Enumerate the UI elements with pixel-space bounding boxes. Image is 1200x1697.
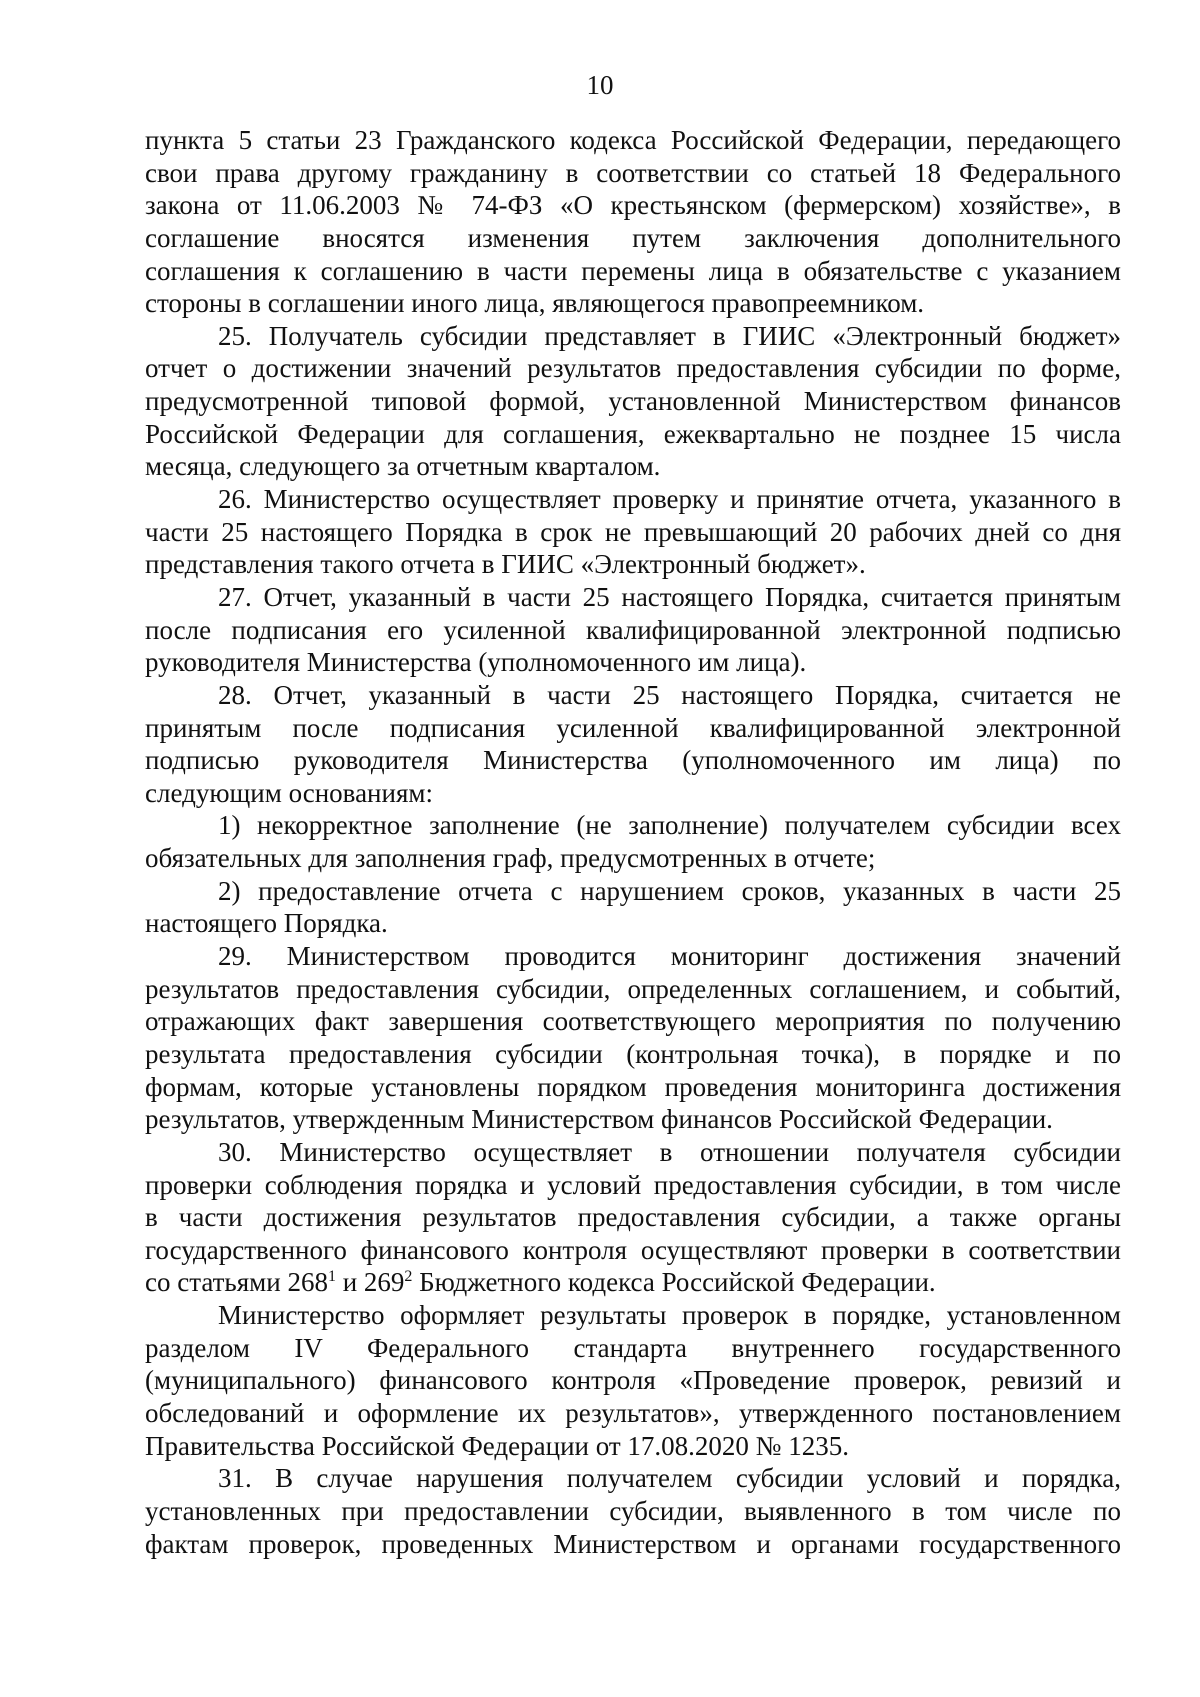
text-line-content: закона от 11.06.2003 № 74-ФЗ «О крестьянском (фермерском) хозяйстве», в	[145, 190, 1121, 221]
text-line-content: настоящего Порядка.	[145, 908, 388, 939]
text-line	[145, 842, 1121, 875]
text-line	[145, 483, 1121, 516]
text-line-content: государственного финансового контроля осуществляют проверки в соответствии	[145, 1234, 1121, 1265]
text-line	[145, 712, 1121, 745]
text-line-content: стороны в соглашении иного лица, являющегося правопреемником.	[145, 288, 925, 319]
text-line-content: пункта 5 статьи 23 Гражданского кодекса Российской Федерации, передающего	[145, 125, 1121, 155]
text-line-content: фактам проверок, проведенных Министерством и органами государственного	[145, 1528, 1121, 1559]
text-line-content: 25. Получатель субсидии представляет в ГИИС «Электронный бюджет»	[218, 320, 1121, 351]
text-line	[145, 516, 1121, 549]
text-line	[145, 875, 1121, 908]
text-line-content: (муниципального) финансового контроля «Проведение проверок, ревизий и	[145, 1365, 1121, 1396]
text-line	[145, 287, 1121, 320]
text-line	[145, 1299, 1121, 1332]
text-line-content: руководителя Министерства (уполномоченного им лица).	[145, 647, 807, 678]
text-line	[145, 940, 1121, 973]
text-line	[145, 581, 1121, 614]
text-line	[145, 418, 1121, 451]
text-line-content: 26. Министерство осуществляет проверку и принятие отчета, указанного в	[218, 484, 1121, 515]
text-line	[145, 1071, 1121, 1104]
text-line-content: отчет о достижении значений результатов предоставления субсидии по форме,	[145, 353, 1121, 384]
document-body	[145, 124, 1121, 1560]
text-line-content: свои права другому гражданину в соответствии со статьей 18 Федерального	[145, 157, 1121, 188]
text-line	[145, 1136, 1121, 1169]
text-line	[145, 1364, 1121, 1397]
text-line-content: со статьями 268	[145, 1267, 328, 1298]
text-line	[145, 1169, 1121, 1202]
text-line	[145, 320, 1121, 353]
text-line-content: после подписания его усиленной квалифицированной электронной подписью	[145, 614, 1121, 645]
text-line	[145, 1005, 1121, 1038]
text-line-content: части 25 настоящего Порядка в срок не превышающий 20 рабочих дней со дня	[145, 516, 1121, 547]
text-line	[145, 1266, 1121, 1299]
superscript: 2	[404, 1268, 413, 1286]
text-line-content: месяца, следующего за отчетным кварталом.	[145, 451, 661, 482]
page-number: 10	[586, 70, 614, 100]
text-line-content: соглашение вносятся изменения путем заключения дополнительного	[145, 222, 1121, 253]
text-line	[145, 973, 1121, 1006]
text-line	[145, 222, 1121, 255]
text-line	[145, 1201, 1121, 1234]
text-line-content: 2) предоставление отчета с нарушением сроков, указанных в части 25	[218, 875, 1121, 906]
text-line-content: формам, которые установлены порядком проведения мониторинга достижения	[145, 1071, 1121, 1102]
text-line-content: обследований и оформление их результатов», утвержденного постановлением	[145, 1397, 1121, 1428]
text-line-content: проверки соблюдения порядка и условий предоставления субсидии, в том числе	[145, 1169, 1121, 1200]
text-line	[145, 646, 1121, 679]
text-line	[145, 189, 1121, 222]
text-line-content: предусмотренной типовой формой, установленной Министерством финансов	[145, 386, 1121, 417]
text-line-content: результатов предоставления субсидии, определенных соглашением, и событий,	[145, 973, 1121, 1004]
superscript: 1	[327, 1268, 336, 1286]
text-line	[145, 1430, 1121, 1463]
text-line-content: разделом IV Федерального стандарта внутреннего государственного	[145, 1332, 1121, 1363]
text-line	[145, 907, 1121, 940]
text-line-content: отражающих факт завершения соответствующего мероприятия по получению	[145, 1006, 1121, 1037]
text-line-content: результата предоставления субсидии (контрольная точка), в порядке и по	[145, 1038, 1121, 1069]
text-line-content: 29. Министерством проводится мониторинг достижения значений	[218, 941, 1121, 972]
text-line-content: Бюджетного кодекса Российской Федерации.	[412, 1267, 936, 1298]
text-line-content: 1) некорректное заполнение (не заполнение) получателем субсидии всех	[218, 810, 1121, 841]
text-line	[145, 1397, 1121, 1430]
text-line	[145, 255, 1121, 288]
text-line-content: соглашения к соглашению в части перемены лица в обязательстве с указанием	[145, 255, 1121, 286]
text-line-content: установленных при предоставлении субсидии, выявленного в том числе по	[145, 1495, 1121, 1526]
text-line-content: представления такого отчета в ГИИС «Электронный бюджет».	[145, 549, 866, 580]
text-line	[145, 614, 1121, 647]
text-line	[145, 157, 1121, 190]
text-line	[145, 385, 1121, 418]
text-line-content: 30. Министерство осуществляет в отношении получателя субсидии	[218, 1136, 1121, 1167]
text-line	[145, 744, 1121, 777]
text-line	[145, 1103, 1121, 1136]
text-line-content: принятым после подписания усиленной квалифицированной электронной	[145, 712, 1121, 743]
text-line-content: Правительства Российской Федерации от 17.08.2020 № 1235.	[145, 1430, 849, 1461]
text-line	[145, 124, 1121, 157]
text-line-content: обязательных для заполнения граф, предусмотренных в отчете;	[145, 843, 876, 874]
text-line	[145, 1038, 1121, 1071]
text-line-content: подписью руководителя Министерства (уполномоченного им лица) по	[145, 745, 1121, 776]
text-line	[145, 1332, 1121, 1365]
text-line	[145, 1234, 1121, 1267]
text-line-content: результатов, утвержденным Министерством финансов Российской Федерации.	[145, 1104, 1053, 1135]
text-line-content: следующим основаниям:	[145, 777, 433, 808]
text-line	[145, 1528, 1121, 1561]
text-line-content: Министерство оформляет результаты проверок в порядке, установленном	[218, 1300, 1121, 1331]
text-line-content: и 269	[335, 1267, 405, 1298]
text-line	[145, 679, 1121, 712]
text-line	[145, 809, 1121, 842]
text-line	[145, 352, 1121, 385]
text-line-content: 27. Отчет, указанный в части 25 настоящего Порядка, считается принятым	[218, 581, 1121, 612]
text-line-content: 31. В случае нарушения получателем субсидии условий и порядка,	[218, 1463, 1121, 1494]
text-line	[145, 1495, 1121, 1528]
text-line	[145, 548, 1121, 581]
text-line-content: в части достижения результатов предоставления субсидии, а также органы	[145, 1202, 1121, 1233]
text-line	[145, 450, 1121, 483]
text-line-content: Российской Федерации для соглашения, ежеквартально не позднее 15 числа	[145, 418, 1121, 449]
text-line-content: 28. Отчет, указанный в части 25 настоящего Порядка, считается не	[218, 679, 1121, 710]
text-line	[145, 1462, 1121, 1495]
text-line	[145, 777, 1121, 810]
